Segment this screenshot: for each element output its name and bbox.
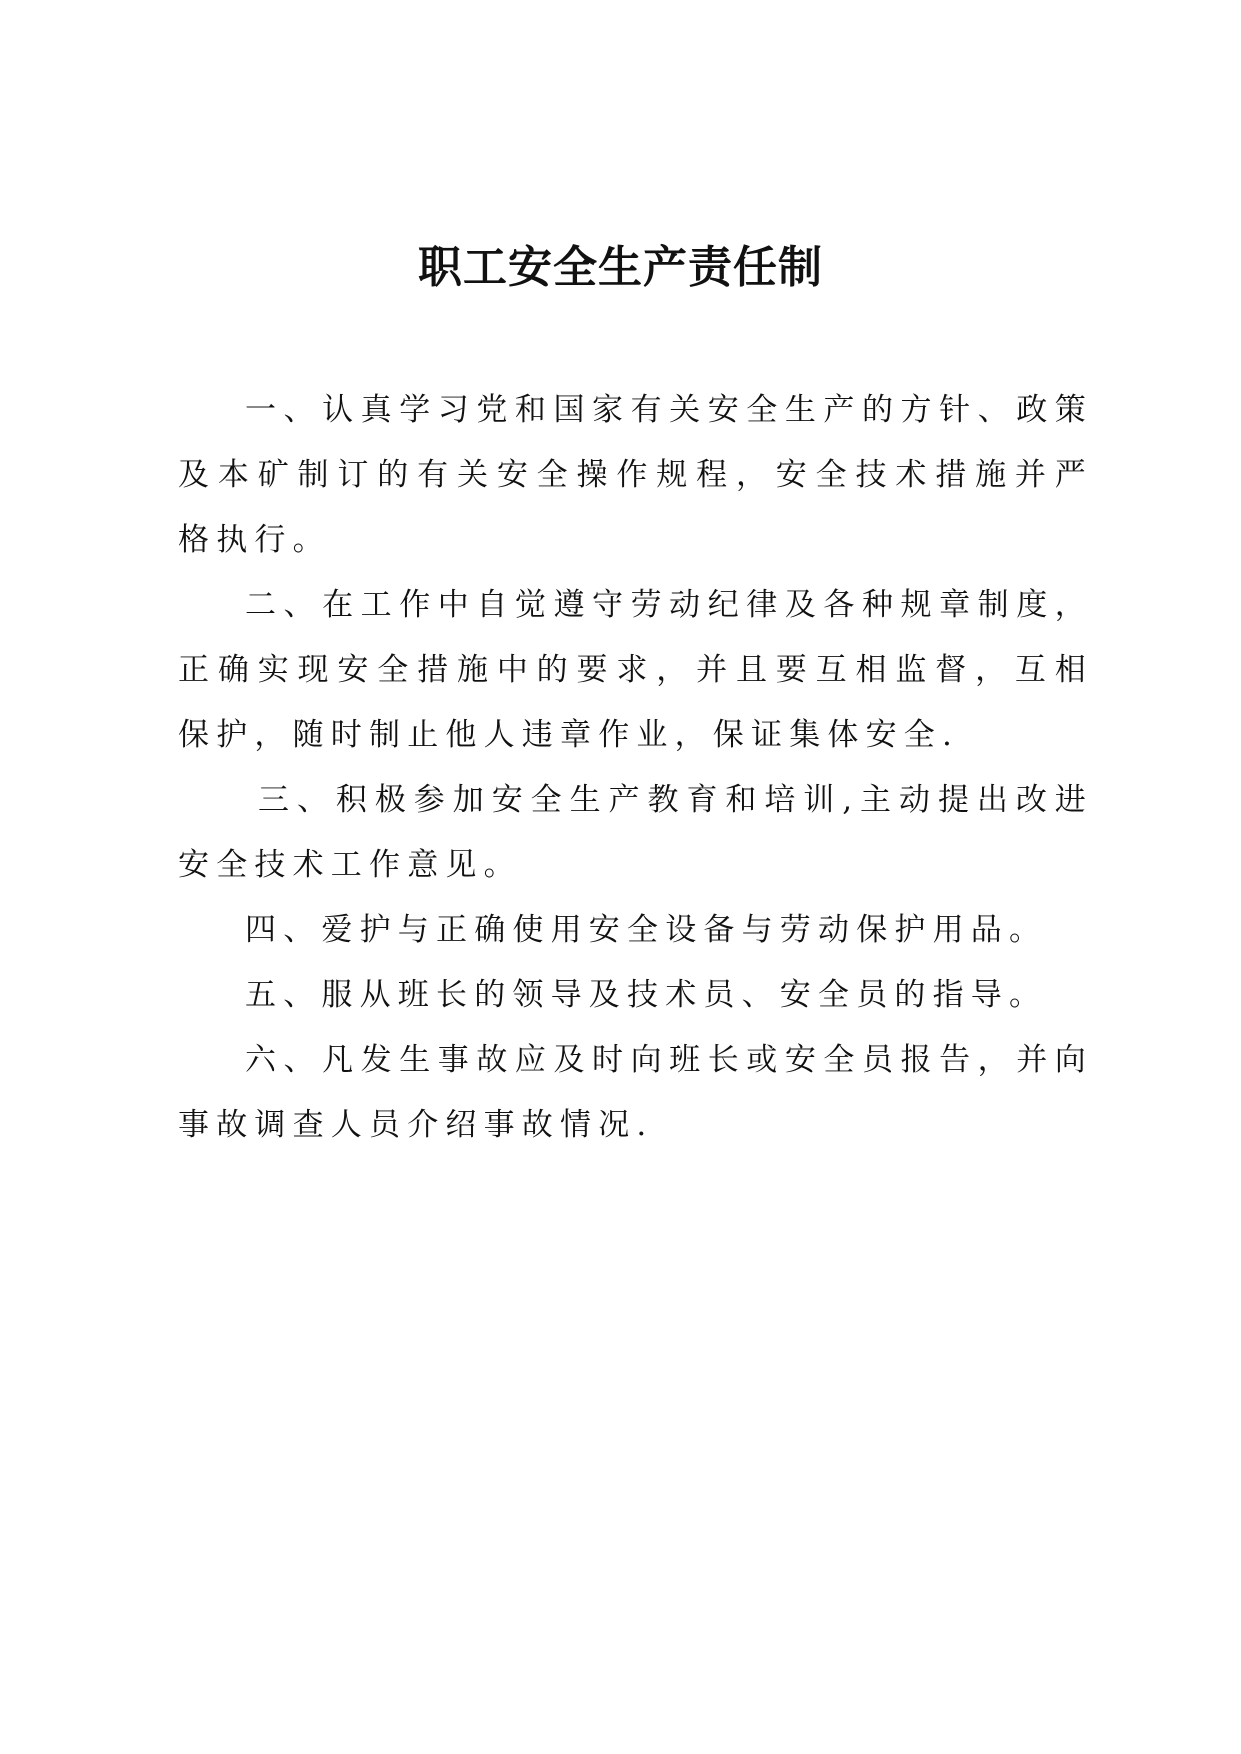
clause-2: 二、在工作中自觉遵守劳动纪律及各种规章制度，正确实现安全措施中的要求，并且要互相监督，互相保护，随时制止他人违章作业，保证集体安全. bbox=[178, 587, 1093, 753]
document-title: 职工安全生产责任制 bbox=[418, 242, 823, 293]
clause-3: 三、积极参加安全生产教育和培训,主动提出改进安全技术工作意见。 bbox=[178, 782, 1093, 883]
document-body bbox=[178, 378, 1093, 1158]
clause-4: 四、爱护与正确使用安全设备与劳动保护用品。 bbox=[245, 912, 1048, 948]
clause-1: 一、认真学习党和国家有关安全生产的方针、政策及本矿制订的有关安全操作规程，安全技术措施并严格执行。 bbox=[178, 392, 1093, 558]
clause-5: 五、服从班长的领导及技术员、安全员的指导。 bbox=[245, 977, 1048, 1013]
clause-6: 六、凡发生事故应及时向班长或安全员报告，并向事故调查人员介绍事故情况. bbox=[178, 1042, 1093, 1143]
